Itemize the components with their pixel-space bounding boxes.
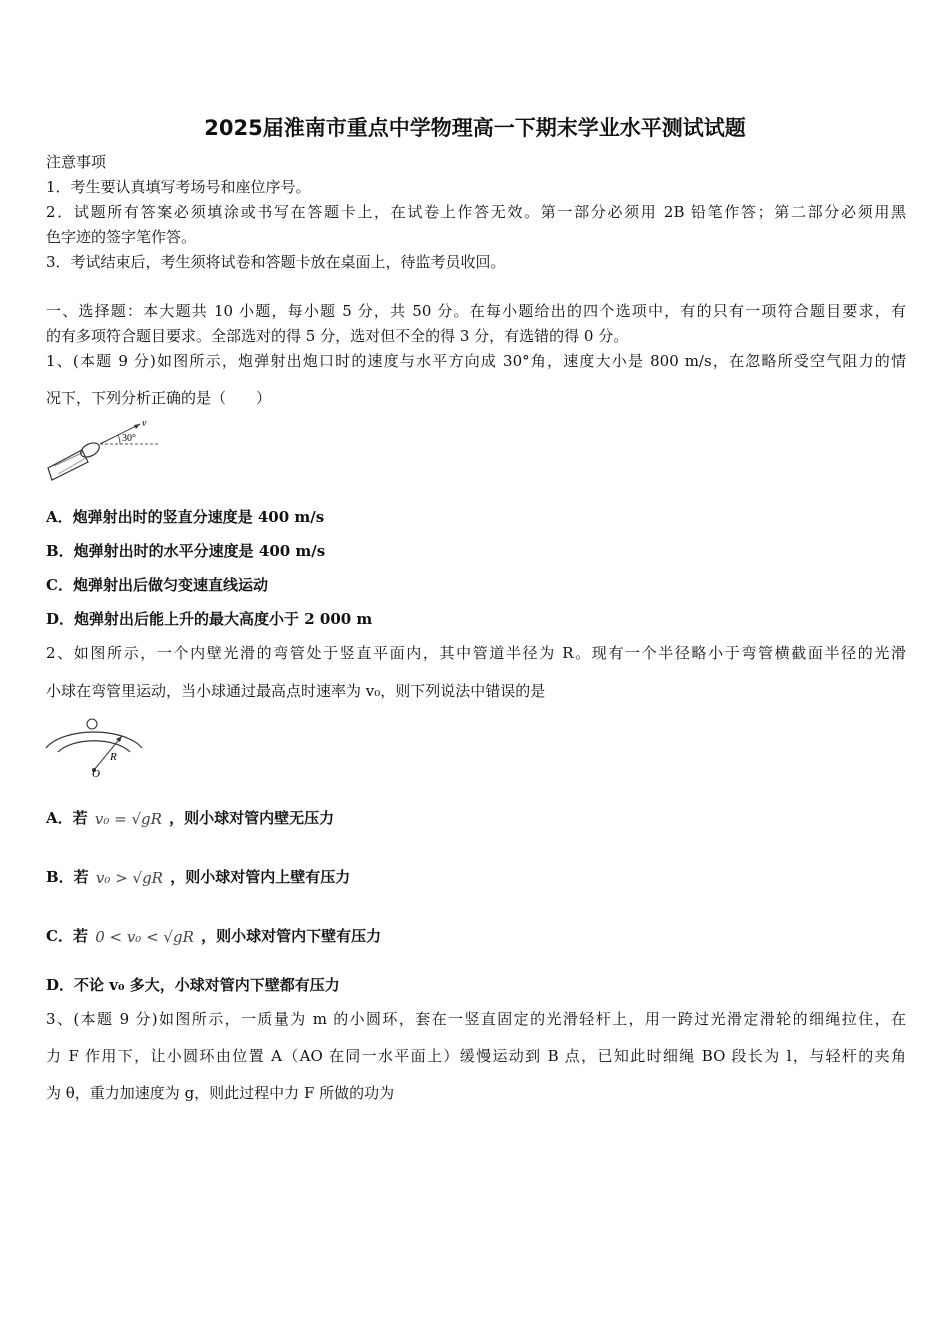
q2-option-d: D．不论 v₀ 多大，小球对管内下壁都有压力 <box>46 976 340 994</box>
cannon-barrel <box>48 450 88 480</box>
q2-option-a-math: v₀ = √gR <box>94 810 162 828</box>
q3-stem-line-3: 为 θ，重力加速度为 g，则此过程中力 F 所做的功为 <box>46 1084 395 1102</box>
notice-item-2-cont: 色字迹的签字笔作答。 <box>46 228 197 246</box>
q3-stem-line-2: 力 F 作用下，让小圆环由位置 A（AO 在同一水平面上）缓慢运动到 B 点，已知此时细绳 BO 段长为 l，与轻杆的夹角 <box>46 1047 906 1065</box>
q2-option-c: C．若 0 < v₀ < √gR ，则小球对管内下壁有压力 <box>46 927 382 946</box>
q2-tube-figure <box>44 714 144 778</box>
q2-stem-line-2: 小球在弯管里运动，当小球通过最高点时速率为 v₀，则下列说法中错误的是 <box>46 682 546 700</box>
exam-title: 2025届淮南市重点中学物理高一下期末学业水平测试试题 <box>204 116 746 140</box>
q1-option-a: A．炮弹射出时的竖直分速度是 400 m/s <box>46 508 325 526</box>
q1-cannon-figure <box>44 416 162 486</box>
ball <box>87 719 97 729</box>
q3-stem-line-1: 3、(本题 9 分)如图所示，一质量为 m 的小圆环，套在一竖直固定的光滑轻杆上，用一跨过光滑定滑轮的细绳拉住，在 <box>46 1010 906 1028</box>
q2-option-b: B．若 v₀ > √gR ，则小球对管内上壁有压力 <box>46 868 351 887</box>
q1-option-b: B．炮弹射出时的水平分速度是 400 m/s <box>46 542 326 560</box>
shell <box>78 440 101 460</box>
q2-option-b-math: v₀ > √gR <box>95 869 163 887</box>
q1-option-c: C．炮弹射出后做匀变速直线运动 <box>46 576 268 594</box>
q1-stem-line-1: 1、(本题 9 分)如图所示，炮弹射出炮口时的速度与水平方向成 30°角，速度大小是 800 m/s，在忽略所受空气阻力的情 <box>46 352 906 370</box>
q2-stem-line-1: 2、如图所示，一个内壁光滑的弯管处于竖直平面内，其中管道半径为 R。现有一个半径略小于弯管横截面半径的光滑 <box>46 644 906 662</box>
center-label: O <box>92 768 100 778</box>
velocity-label: v <box>142 418 147 429</box>
angle-label: 30° <box>122 433 136 444</box>
notice-item-2: 2．试题所有答案必须填涂或书写在答题卡上，在试卷上作答无效。第一部分必须用 2B 铅笔作答；第二部分必须用黑 <box>46 203 906 221</box>
notice-item-1: 1．考生要认真填写考场号和座位序号。 <box>46 178 311 196</box>
radius-label: R <box>110 751 117 763</box>
q1-stem-line-2: 况下，下列分析正确的是（ ） <box>46 389 272 407</box>
q2-option-c-math: 0 < v₀ < √gR <box>95 928 194 946</box>
q1-option-d: D．炮弹射出后能上升的最大高度小于 2 000 m <box>46 610 373 628</box>
section-intro-line-1: 一、选择题：本大题共 10 小题，每小题 5 分，共 50 分。在每小题给出的四个选项中，有的只有一项符合题目要求，有 <box>46 302 906 320</box>
section-intro-line-2: 的有多项符合题目要求。全部选对的得 5 分，选对但不全的得 3 分，有选错的得 0 分。 <box>46 327 629 345</box>
notice-heading: 注意事项 <box>46 153 107 171</box>
notice-item-3: 3．考试结束后，考生须将试卷和答题卡放在桌面上，待监考员收回。 <box>46 253 506 271</box>
q2-option-a: A．若 v₀ = √gR ，则小球对管内壁无压力 <box>46 809 335 828</box>
